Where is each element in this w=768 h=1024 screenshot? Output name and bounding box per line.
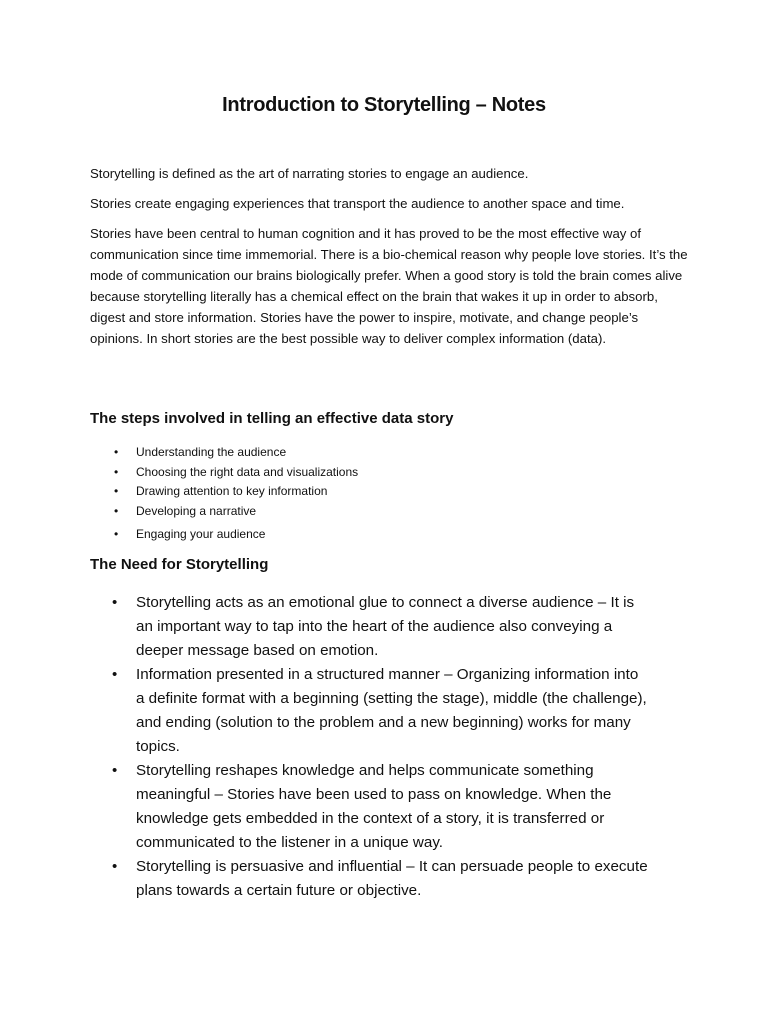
bullet-icon: • xyxy=(112,594,118,611)
bullet-icon: • xyxy=(112,762,118,779)
steps-heading: The steps involved in telling an effective data story xyxy=(90,410,454,427)
need-heading: The Need for Storytelling xyxy=(90,556,269,573)
list-item-text: Information presented in a structured manner – Organizing information into a definite format with a beginning (setting the stage), middle (the challenge), and ending (solution to the problem and a new beginning) works for many topics. xyxy=(136,666,647,755)
bullet-icon: • xyxy=(112,858,118,875)
bullet-icon: • xyxy=(114,527,119,541)
need-list xyxy=(90,591,650,903)
list-item xyxy=(90,483,690,503)
list-item xyxy=(90,759,650,855)
list-item xyxy=(90,444,690,464)
list-item-text: Engaging your audience xyxy=(136,527,266,541)
list-item xyxy=(90,464,690,484)
list-item xyxy=(90,503,690,523)
list-item-text: Storytelling reshapes knowledge and helps communicate something meaningful – Stories have been used to pass on knowledge. When the knowledge gets embedded in the context of a story, it is transferred or communicated to the listener in a unique way. xyxy=(136,762,612,851)
list-item-text: Developing a narrative xyxy=(136,503,257,518)
list-item-text: Drawing attention to key information xyxy=(136,484,328,498)
page-title: Introduction to Storytelling – Notes xyxy=(222,94,546,116)
bullet-icon: • xyxy=(114,464,119,479)
list-item xyxy=(90,526,690,546)
list-item xyxy=(90,591,650,663)
bullet-icon: • xyxy=(114,445,119,459)
bullet-icon: • xyxy=(112,666,118,683)
list-item xyxy=(90,855,650,903)
list-item xyxy=(90,663,650,759)
bullet-icon: • xyxy=(114,484,119,498)
list-item-text: Understanding the audience xyxy=(136,445,287,459)
paragraph-cognition: Stories have been central to human cognition and it has proved to be the most effective way of communication since time immemorial. There is a bio-chemical reason why people love stories. It’s the mode of communication our brains biologically prefer. When a good story is told the brain comes alive because storytelling literally has a chemical effect on the brain that wakes it up in order to absorb, digest and store information. Stories have the power to inspire, motivate, and change people’s opinions. In short stories are the best possible way to deliver complex information (data). xyxy=(90,226,688,346)
list-item-text: Storytelling acts as an emotional glue to connect a diverse audience – It is an important way to tap into the heart of the audience also conveying a deeper message based on emotion. xyxy=(136,594,635,659)
paragraph-experiences: Stories create engaging experiences that transport the audience to another space and time. xyxy=(90,196,625,211)
steps-list xyxy=(90,444,690,546)
paragraph-definition: Storytelling is defined as the art of narrating stories to engage an audience. xyxy=(90,166,529,181)
bullet-icon: • xyxy=(114,503,119,518)
list-item-text: Choosing the right data and visualizations xyxy=(136,464,359,479)
list-item-text: Storytelling is persuasive and influential – It can persuade people to execute plans towards a certain future or objective. xyxy=(136,858,648,899)
